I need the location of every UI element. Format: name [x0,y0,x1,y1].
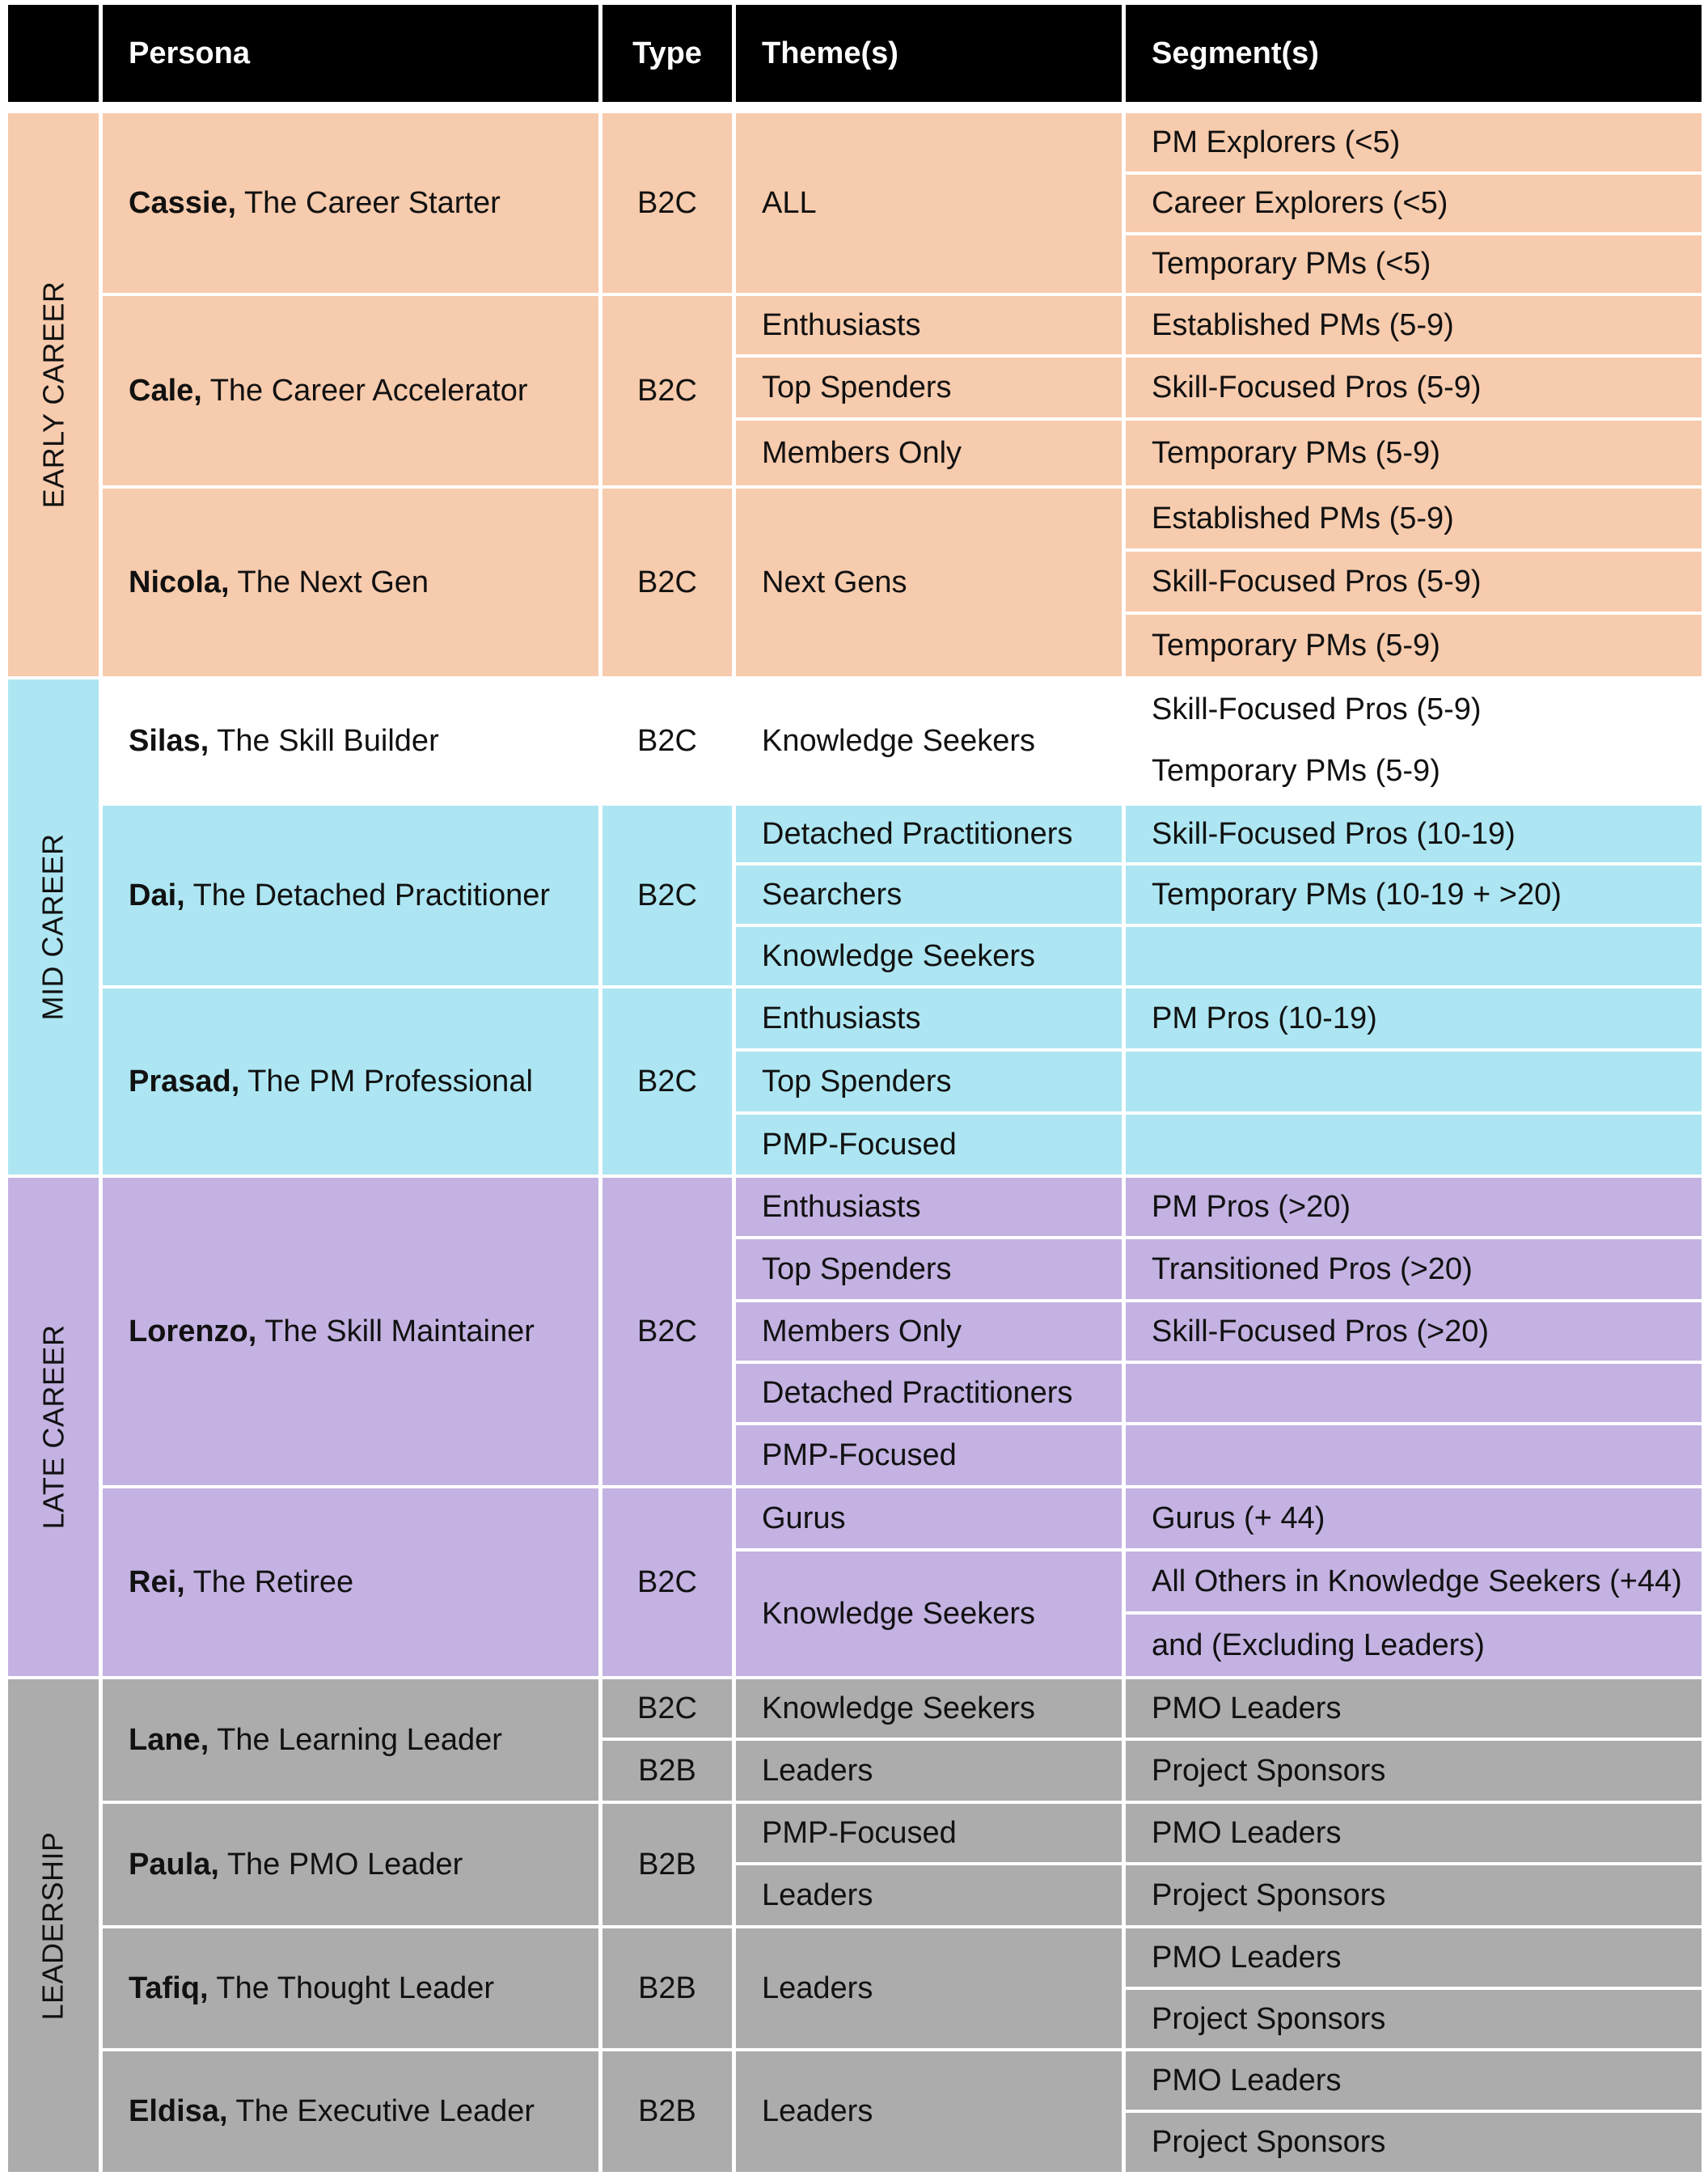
segment-cell [1126,1425,1702,1485]
group-mid-career [8,679,99,1175]
row-divider [103,1485,1702,1488]
theme-cell: Members Only [762,435,962,470]
persona-cell [103,1928,598,2048]
group-leadership [8,1679,99,2172]
theme-cell: Next Gens [762,565,907,599]
persona-title: The Skill Maintainer [256,1314,535,1348]
persona-cell [103,679,598,802]
segment-cell [1126,927,1702,985]
theme-cell: Knowledge Seekers [762,1691,1035,1725]
segment-cell: All Others in Knowledge Seekers (+44) [1152,1564,1682,1598]
persona-title: The Skill Builder [209,723,439,758]
segment-cell [1126,1364,1702,1422]
persona-cell [103,1804,598,1925]
row-divider [736,1111,1702,1115]
header-persona: Persona [103,5,598,102]
persona-name: Silas, [129,723,209,758]
segment-cell [1126,1115,1702,1175]
row-divider [1126,548,1702,552]
persona-name: Nicola, [129,565,230,599]
theme-cell: Top Spenders [762,1251,952,1286]
row-divider [103,1801,1702,1804]
row-divider [1126,612,1702,615]
persona-name: Prasad, [129,1064,240,1098]
segment-cell: Established PMs (5-9) [1152,307,1454,342]
segment-cell: Transitioned Pros (>20) [1152,1251,1473,1286]
theme-cell: Knowledge Seekers [762,1596,1035,1631]
persona-title: The Career Accelerator [201,373,528,408]
type-cell: B2C [637,723,697,758]
theme-cell: Leaders [762,2094,873,2128]
theme-cell: Top Spenders [762,370,952,404]
segment-cell: Temporary PMs (<5) [1152,247,1431,281]
segment-cell: PM Pros (10-19) [1152,1001,1377,1035]
persona-cell [103,113,598,293]
row-divider [736,1361,1702,1364]
theme-cell: PMP-Focused [762,1437,957,1472]
row-divider [736,1299,1702,1302]
theme-cell: Knowledge Seekers [762,723,1035,758]
segment-cell: PM Explorers (<5) [1152,125,1401,159]
persona-title: The PM Professional [239,1064,533,1098]
row-divider [736,1236,1702,1239]
row-divider [1126,171,1702,175]
segment-cell: Skill-Focused Pros (>20) [1152,1314,1490,1348]
type-cell: B2B [638,1847,696,1882]
column-divider [99,102,103,2180]
theme-cell: Enthusiasts [762,1001,921,1035]
theme-cell: Leaders [762,1877,873,1912]
persona-cell [103,1679,598,1801]
type-cell: B2C [637,1314,697,1348]
group-early-career [8,113,99,676]
header-type: Type [602,5,732,102]
row-divider [736,862,1702,866]
column-divider [732,102,736,2180]
segment-cell [1126,1052,1702,1111]
persona-name: Lorenzo, [129,1314,257,1348]
row-divider [736,1548,1702,1551]
row-divider [1126,2110,1702,2113]
persona-name: Lane, [129,1722,209,1757]
segment-cell: Temporary PMs (5-9) [1152,435,1440,470]
persona-cell [103,296,598,485]
row-divider [1126,1611,1702,1615]
persona-name: Eldisa, [129,2094,228,2128]
persona-cell [103,988,598,1175]
persona-cell [103,2051,598,2172]
type-cell: B2C [637,1564,697,1599]
group-late-career [8,1178,99,1676]
segment-cell: Skill-Focused Pros (10-19) [1152,816,1516,851]
row-divider [103,802,1702,806]
theme-cell: Knowledge Seekers [762,938,1035,973]
column-divider [1122,5,1126,102]
row-divider [736,1048,1702,1052]
type-cell: B2C [637,1691,697,1725]
persona-title: The Thought Leader [208,1970,495,2005]
persona-name: Tafiq, [129,1970,209,2005]
segment-cell: Project Sponsors [1152,1753,1386,1788]
persona-name: Cassie, [129,185,237,220]
type-cell: B2B [638,2094,696,2128]
type-cell: B2C [637,185,697,220]
theme-cell: ALL [762,185,817,220]
theme-cell: Detached Practitioners [762,1375,1073,1410]
row-divider [1126,1987,1702,1990]
column-divider [598,5,602,102]
group-label: EARLY CAREER [36,281,70,509]
segment-cell: Temporary PMs (10-19 + >20) [1152,877,1562,912]
row-divider [8,676,1702,679]
row-divider [8,1676,1702,1679]
segment-cell: PM Pros (>20) [1152,1189,1351,1224]
type-cell: B2C [637,878,697,912]
header-themes: Theme(s) [736,5,1122,102]
persona-cell [103,1488,598,1676]
persona-title: The Career Starter [236,185,501,220]
theme-cell: Top Spenders [762,1064,952,1098]
persona-title: The Detached Practitioner [184,878,551,912]
row-divider [736,354,1702,358]
group-label: MID CAREER [36,833,70,1021]
theme-cell: Leaders [762,1970,873,2005]
theme-cell: Enthusiasts [762,1189,921,1224]
persona-title: The Executive Leader [227,2094,535,2128]
persona-name: Dai, [129,878,185,912]
column-divider [732,5,736,102]
persona-name: Cale, [129,373,202,408]
row-divider [103,293,1702,296]
row-divider [736,417,1702,421]
theme-cell: PMP-Focused [762,1815,957,1850]
segment-cell: PMO Leaders [1152,2063,1342,2097]
group-label: LEADERSHIP [36,1831,70,2021]
group-label: LATE CAREER [36,1324,70,1530]
persona-name: Paula, [129,1847,219,1882]
segment-cell: Temporary PMs (5-9) [1152,753,1440,788]
segment-cell: Temporary PMs (5-9) [1152,628,1440,662]
persona-title: The Retiree [184,1564,354,1599]
theme-cell: Gurus [762,1501,846,1535]
theme-cell: PMP-Focused [762,1127,957,1162]
row-divider [103,2048,1702,2051]
persona-cell [103,489,598,676]
segment-cell: and (Excluding Leaders) [1152,1628,1485,1662]
row-divider [103,1925,1702,1928]
type-cell: B2C [637,373,697,408]
persona-cell [103,806,598,985]
persona-name: Rei, [129,1564,185,1599]
segment-cell: Gurus (+ 44) [1152,1501,1325,1535]
segment-cell: Skill-Focused Pros (5-9) [1152,692,1482,726]
row-divider [736,924,1702,927]
row-divider [736,1862,1702,1865]
segment-cell: Skill-Focused Pros (5-9) [1152,564,1482,599]
row-divider [736,1422,1702,1425]
row-divider [1126,232,1702,235]
row-divider [103,485,1702,489]
segment-cell: Career Explorers (<5) [1152,186,1448,220]
segment-cell: Skill-Focused Pros (5-9) [1152,370,1482,404]
row-divider [8,102,1702,113]
type-cell: B2B [638,1970,696,2005]
column-divider [99,5,103,102]
theme-cell: Searchers [762,877,903,912]
persona-title: The Learning Leader [209,1722,502,1757]
persona-title: The Next Gen [229,565,429,599]
persona-cell [103,1178,598,1485]
theme-cell: Detached Practitioners [762,816,1073,851]
theme-cell: Members Only [762,1314,962,1348]
row-divider [103,985,1702,988]
segment-cell: PMO Leaders [1152,1815,1342,1850]
segment-cell: Project Sponsors [1152,2001,1386,2036]
type-cell: B2B [638,1753,696,1788]
segment-cell: PMO Leaders [1152,1940,1342,1975]
theme-cell: Leaders [762,1753,873,1788]
segment-cell: PMO Leaders [1152,1691,1342,1725]
column-divider [598,102,602,2180]
type-cell: B2C [637,565,697,599]
segment-cell: Project Sponsors [1152,1877,1386,1912]
header-segments: Segment(s) [1126,5,1702,102]
column-divider [1122,102,1126,2180]
row-divider [602,1738,1702,1741]
persona-title: The PMO Leader [218,1847,463,1882]
segment-cell: Established PMs (5-9) [1152,501,1454,535]
theme-cell: Enthusiasts [762,307,921,342]
header-group-cell [8,5,99,102]
type-cell: B2C [637,1064,697,1098]
segment-cell: Project Sponsors [1152,2125,1386,2159]
row-divider [8,1175,1702,1178]
